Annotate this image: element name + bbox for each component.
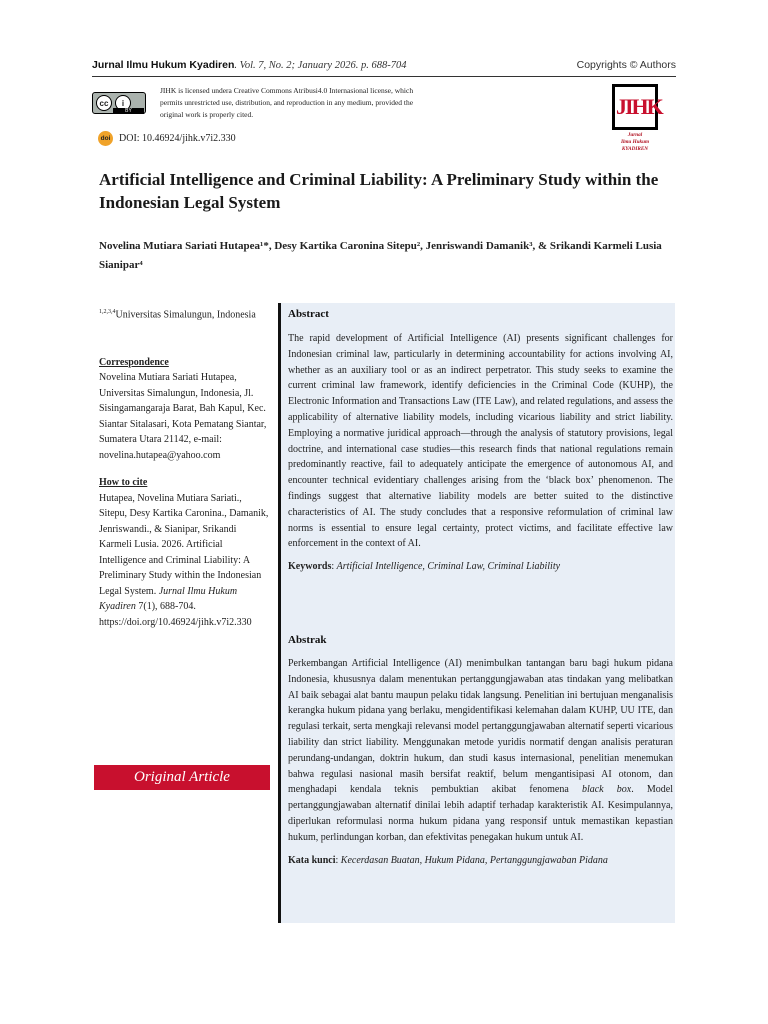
abstrak-section <box>288 634 673 866</box>
license-text: JIHK is licensed undera Creative Commons Atribusi4.0 Internasional license, which permits unrestricted use, distribution, and reproduction in any medium, provided the original work is properly cited. <box>160 86 414 119</box>
citation-text: Hutapea, Novelina Mutiara Sariati., Sitepu, Desy Kartika Caronina., Damanik, Jenriswandi., & Sianipar, Srikandi Karmeli Lusia. 2026. Artificial Intelligence and Criminal Liability: A Preliminary Study within the Indonesian Legal System. Jurnal Ilmu Hukum Kyadiren 7(1), 688-704. https://doi.org/10.46924/jihk.v7i2.330 <box>99 492 269 628</box>
article-info-column <box>99 305 271 630</box>
article-title: Artificial Intelligence and Criminal Liability: A Preliminary Study within the Indonesian Legal System <box>99 170 659 212</box>
by-label: BY <box>113 108 144 114</box>
attribution-icon: i <box>115 95 131 111</box>
correspondence-text: Novelina Mutiara Sariati Hutapea, Universitas Simalungun, Indonesia, Jl. Sisingamangaraja Barat, Bah Kapul, Kec. Siantar Sitalasari, Kota Pematang Siantar, Sumatera Utara 21142, e-mail: novelina.hutapea@yahoo.com <box>99 372 267 461</box>
issue-info: . Vol. 7, No. 2; January 2026. p. 688-704 <box>234 60 407 71</box>
abstract-text: The rapid development of Artificial Intelligence (AI) presents significant challenges for Indonesian criminal law, particularly in determining accountability for actions involving AI, whether as an auxiliary tool or as an indirect perpetrator. This study seeks to examine the current criminal law framework, identify deficiencies in the Criminal Code (KUHP), the Electronic Information and Transactions Law (ITE Law), and related regulations, and assess the applicability of alternative liability models, including vicarious liability and strict liability. Employing a normative juridical approach—through the analysis of statutory provisions, legal doctrine, and international case studies—this research finds that national regulations remain predominantly reactive, fail to adequately anticipate the emergence of autonomous AI, and encounter technical evidentiary challenges arising from the ‘black box’ phenomenon. The findings suggest that alternative liability models are better suited to the distinctive characteristics of AI. The study concludes that a responsive reformulation of criminal law norms is essential to ensure legal certainty, protect victims, and facilitate effective law enforcement in the context of AI. <box>288 333 673 550</box>
journal-logo <box>606 84 664 156</box>
abstract-heading: Abstract <box>288 308 329 320</box>
kata-kunci: Kata kunci: Kecerdasan Buatan, Hukum Pidana, Pertanggungjawaban Pidana <box>288 854 608 866</box>
journal-name: Jurnal Ilmu Hukum Kyadiren <box>92 59 235 71</box>
doi-link[interactable]: DOI: 10.46924/jihk.v7i2.330 <box>119 133 236 144</box>
abstract-section <box>288 308 673 572</box>
doi-icon: doi <box>98 131 113 146</box>
abstrak-heading: Abstrak <box>288 634 327 646</box>
author-list: Novelina Mutiara Sariati Hutapea¹*, Desy Kartika Caronina Sitepu², Jenriswandi Damanik³, & Srikandi Karmeli Lusia Sianipar⁴ <box>99 240 662 271</box>
cc-icon: cc <box>96 95 112 111</box>
correspondence-heading: Correspondence <box>99 356 169 368</box>
affiliation: $^{1,2,3,4}$Universitas Simalungun, Indonesia <box>99 309 256 321</box>
header-divider <box>92 76 676 77</box>
abstrak-text: Perkembangan Artificial Intelligence (AI) menimbulkan tantangan baru bagi hukum pidana Indonesia, khususnya dalam menentukan pertanggungjawaban atas tindakan yang melibatkan AI baik sebagai alat bantu maupun pelaku tidak langsung. Penelitian ini bertujuan menganalisis kerangka hukum pidana yang berlaku, mengidentifikasi kelemahan dalam KUHP, UU ITE, dan regulasi terkait, serta mengkaji relevansi model pertanggungjawaban alternatif seperti vicarious liability dan strict liability. Menggunakan metode yuridis normatif dengan analisis peraturan perundang-undangan, doktrin hukum, dan studi kasus internasional, penelitian menemukan bahwa regulasi nasional masih bersifat reaktif, belum mengantisipasi AI otonom, dan menghadapi kendala teknis pembuktian akibat fenomena black box. Model pertanggungjawaban alternatif dinilai lebih adaptif terhadap karakteristik AI. Kesimpulannya, diperlukan reformulasi norma hukum pidana yang responsif untuk memastikan kepastian hukum, perlindungan korban, dan efektivitas penegakan hukum untuk AI. <box>288 658 673 843</box>
article-type-badge: Original Article <box>94 765 270 790</box>
running-header <box>92 59 676 71</box>
logo-mark: JIHK <box>616 94 662 119</box>
cc-by-license-icon[interactable] <box>92 92 146 114</box>
logo-caption: Jurnal Ilmu Hukum KYADIREN <box>620 132 650 152</box>
keywords: Keywords: Artificial Intelligence, Criminal Law, Criminal Liability <box>288 561 561 573</box>
doi-row[interactable] <box>98 131 236 146</box>
copyright-notice: Copyrights © Authors <box>576 59 676 71</box>
abstract-panel <box>278 303 675 923</box>
how-to-cite-heading: How to cite <box>99 477 148 489</box>
